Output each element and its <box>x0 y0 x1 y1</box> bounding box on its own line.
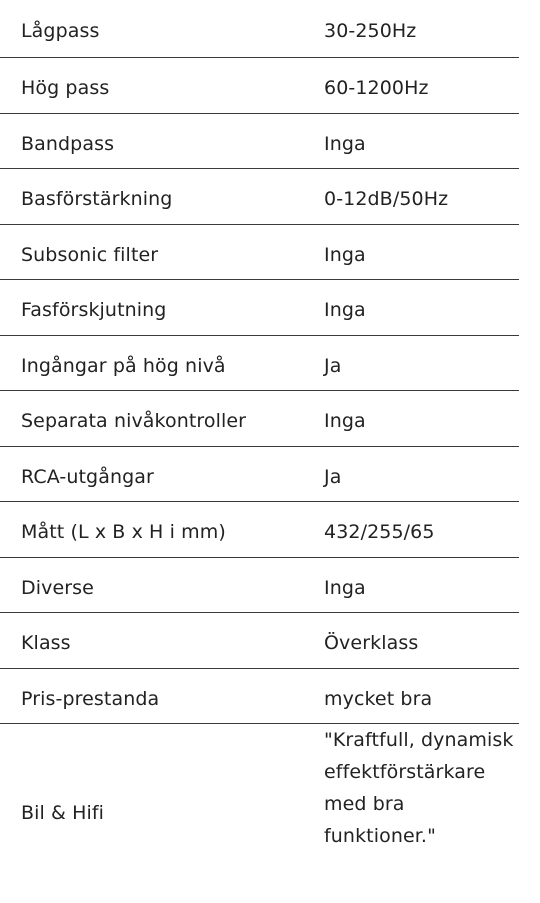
spec-value: Ja <box>324 354 342 377</box>
spec-label: Bandpass <box>21 132 115 155</box>
spec-value: Inga <box>324 576 366 599</box>
spec-row-separata-nivakontroller <box>0 391 519 447</box>
spec-label: Pris-prestanda <box>21 687 160 710</box>
spec-value: Överklass <box>324 632 419 654</box>
spec-label: Mått (L x B x H i mm) <box>21 521 226 543</box>
spec-value: 432/255/65 <box>324 521 435 543</box>
spec-label: RCA-utgångar <box>21 465 154 488</box>
spec-row-diverse <box>0 558 519 614</box>
spec-label: Basförstärkning <box>21 188 173 210</box>
spec-row-ingangar-hog-niva <box>0 336 519 392</box>
spec-row-klass <box>0 613 519 669</box>
spec-value: Inga <box>324 410 366 432</box>
spec-label: Diverse <box>21 576 94 599</box>
spec-row-bil-hifi <box>0 724 519 903</box>
spec-label: Separata nivåkontroller <box>21 410 247 432</box>
spec-row-fasforskjutning <box>0 280 519 336</box>
spec-value: 60-1200Hz <box>324 77 429 99</box>
spec-label: Lågpass <box>21 20 100 42</box>
spec-label: Fasförskjutning <box>21 299 167 321</box>
spec-row-rca-utgangar <box>0 447 519 503</box>
spec-label: Bil & Hifi <box>21 802 105 824</box>
spec-label: Klass <box>21 632 71 654</box>
spec-row-basforstarkning <box>0 169 519 225</box>
spec-value: Ja <box>324 465 342 488</box>
spec-value: 30-250Hz <box>324 20 417 42</box>
spec-value: 0-12dB/50Hz <box>324 188 449 210</box>
spec-value: Inga <box>324 299 366 321</box>
review-quote: "Kraftfull, dynamisk effektförstärkare med bra funktioner." <box>324 729 514 847</box>
spec-value: Inga <box>324 243 366 266</box>
spec-row-pris-prestanda <box>0 669 519 725</box>
spec-value: Inga <box>324 132 366 155</box>
spec-row-matt <box>0 502 519 558</box>
spec-row-hogpass <box>0 58 519 114</box>
spec-row-bandpass <box>0 114 519 170</box>
spec-label: Subsonic filter <box>21 243 159 266</box>
spec-row-subsonic-filter <box>0 225 519 281</box>
spec-value: mycket bra <box>324 687 433 710</box>
spec-row-lagpass <box>0 0 519 58</box>
spec-label: Ingångar på hög nivå <box>21 354 226 377</box>
spec-label: Hög pass <box>21 77 110 99</box>
